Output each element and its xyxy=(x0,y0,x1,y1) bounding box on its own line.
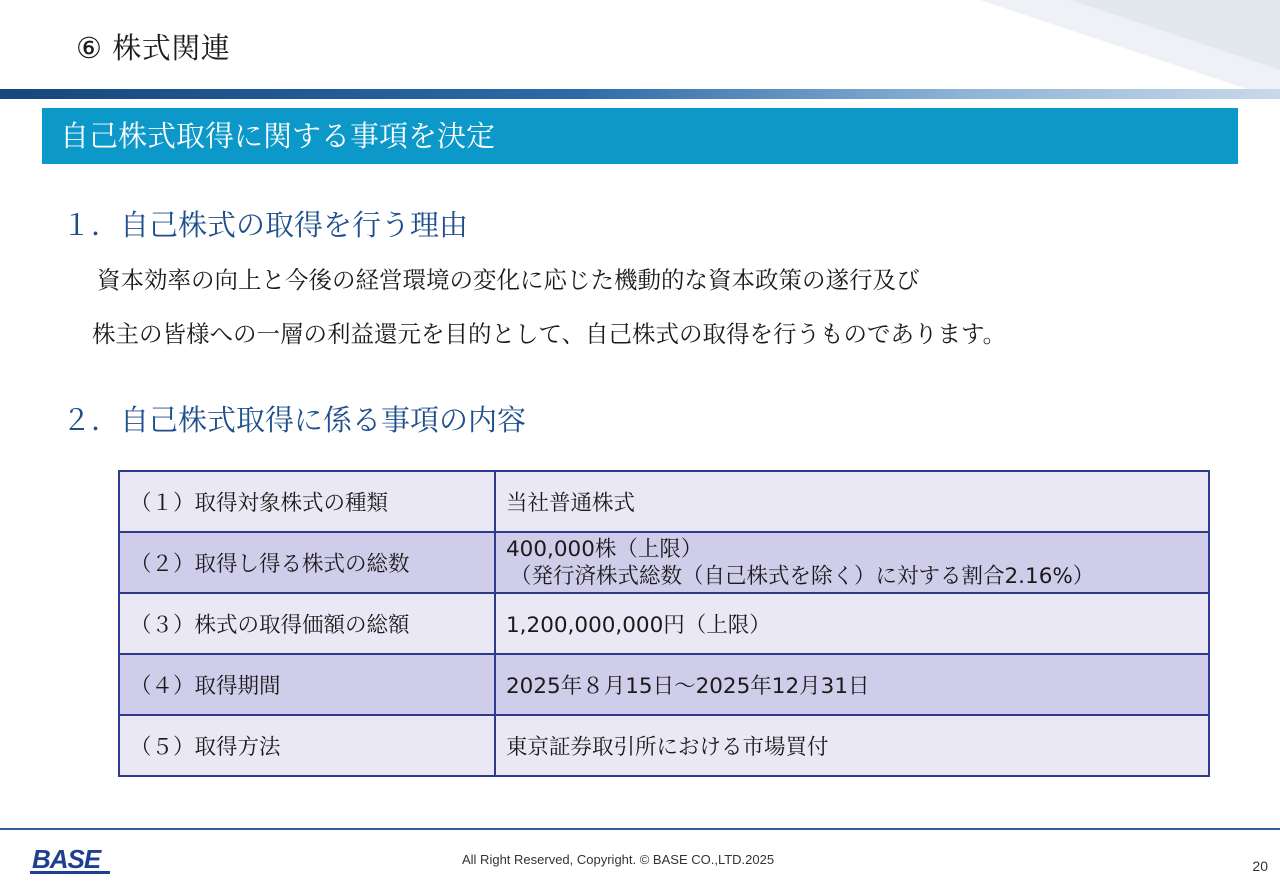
heading-reason: １．自己株式の取得を行う理由 xyxy=(62,208,469,242)
row-value: 当社普通株式 xyxy=(495,471,1209,532)
footer-rule xyxy=(0,828,1280,830)
svg-text:BASE: BASE xyxy=(32,844,101,874)
row-label: （３）株式の取得価額の総額 xyxy=(119,593,495,654)
section-title: ⑥ 株式関連 xyxy=(76,31,231,65)
reason-line-2: 株主の皆様への一層の利益還元を目的として、自己株式の取得を行うものであります。 xyxy=(92,320,1007,348)
row-value xyxy=(495,532,1209,593)
details-table xyxy=(118,470,1210,777)
copyright-notice: All Right Reserved, Copyright. © BASE CO.,LTD.2025 xyxy=(462,852,775,867)
heading-details: ２．自己株式取得に係る事項の内容 xyxy=(62,403,527,437)
row-label: （１）取得対象株式の種類 xyxy=(119,471,495,532)
reason-line-1: 資本効率の向上と今後の経営環境の変化に応じた機動的な資本政策の遂行及び xyxy=(97,266,920,294)
table-row xyxy=(119,654,1209,715)
row-value-line: 400,000株（上限） xyxy=(506,536,703,562)
table-row xyxy=(119,593,1209,654)
table-row xyxy=(119,471,1209,532)
title-underline xyxy=(0,89,1280,99)
row-label: （４）取得期間 xyxy=(119,654,495,715)
page-number: 20 xyxy=(1252,858,1268,874)
row-value: 1,200,000,000円（上限） xyxy=(495,593,1209,654)
topic-banner: 自己株式取得に関する事項を決定 xyxy=(42,108,1238,164)
row-label: （５）取得方法 xyxy=(119,715,495,776)
row-value: 2025年８月15日～2025年12月31日 xyxy=(495,654,1209,715)
row-label: （２）取得し得る株式の総数 xyxy=(119,532,495,593)
row-value: 東京証券取引所における市場買付 xyxy=(495,715,1209,776)
row-value-note: （発行済株式総数（自己株式を除く）に対する割合2.16%） xyxy=(510,563,1095,589)
table-row xyxy=(119,715,1209,776)
corner-decoration xyxy=(980,0,1280,100)
table-row xyxy=(119,532,1209,593)
base-logo xyxy=(30,842,110,876)
